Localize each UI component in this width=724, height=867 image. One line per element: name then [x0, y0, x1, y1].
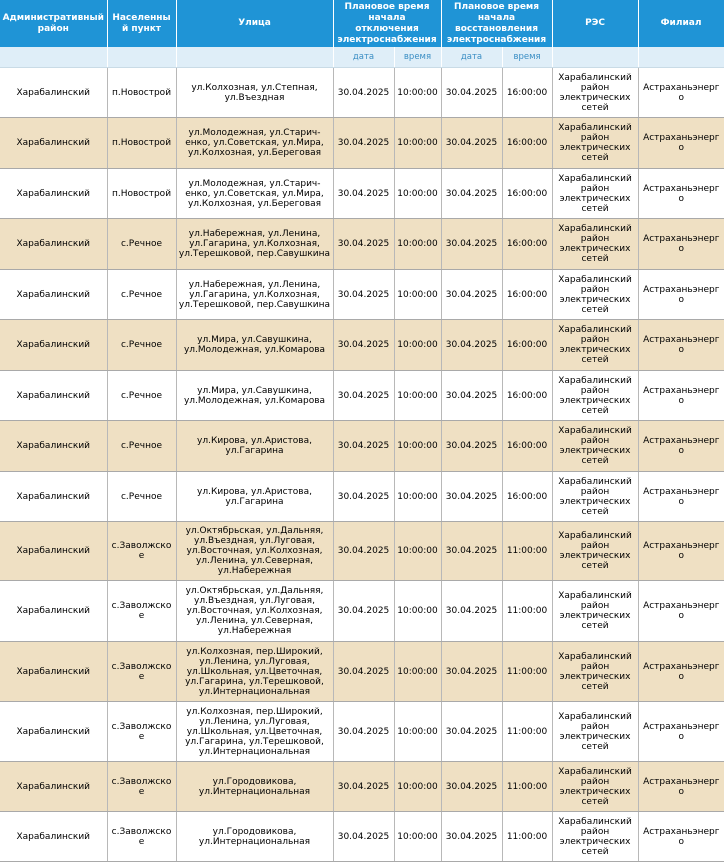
cell-on-time: 11:00:00 [502, 762, 552, 812]
table-row [0, 472, 724, 522]
cell-off-time: 10:00:00 [394, 219, 441, 270]
cell-district: Харабалинский [0, 812, 107, 862]
cell-branch: Астраханьэнерго [638, 371, 724, 421]
table-row [0, 320, 724, 371]
cell-street: ул.Октябрьская, ул.Дальняя, ул.Въездная, ул.Луговая, ул.Восточная, ул.Колхозная, ул.Ленина, ул.Северная, ул.Набережная [176, 581, 333, 642]
cell-res: Харабалинский район электрических сетей [552, 169, 638, 219]
cell-locality: с.Речное [107, 219, 176, 270]
header-street: Улица [176, 0, 333, 47]
cell-on-date: 30.04.2025 [441, 812, 502, 862]
cell-on-time: 11:00:00 [502, 581, 552, 642]
cell-street: ул.Кирова, ул.Аристова, ул.Гагарина [176, 421, 333, 472]
cell-street: ул.Городовикова, ул.Интернациональная [176, 762, 333, 812]
cell-off-date: 30.04.2025 [333, 219, 394, 270]
cell-street: ул.Набережная, ул.Ленина, ул.Гагарина, ул.Колхозная, ул.Терешковой, пер.Савушкина [176, 270, 333, 320]
cell-off-date: 30.04.2025 [333, 371, 394, 421]
cell-off-date: 30.04.2025 [333, 118, 394, 169]
cell-street: ул.Колхозная, ул.Степная, ул.Въездная [176, 68, 333, 118]
header-res: РЭС [552, 0, 638, 47]
cell-off-date: 30.04.2025 [333, 702, 394, 762]
cell-street: ул.Мира, ул.Савушкина, ул.Молодежная, ул.Комарова [176, 320, 333, 371]
cell-district: Харабалинский [0, 702, 107, 762]
header-restore-start: Плановое время начала восстановления электроснабжения [441, 0, 552, 47]
cell-on-date: 30.04.2025 [441, 702, 502, 762]
header-locality: Населенный пункт [107, 0, 176, 47]
cell-on-time: 16:00:00 [502, 371, 552, 421]
cell-off-time: 10:00:00 [394, 320, 441, 371]
cell-district: Харабалинский [0, 270, 107, 320]
cell-on-time: 16:00:00 [502, 320, 552, 371]
cell-locality: п.Новострой [107, 68, 176, 118]
cell-res: Харабалинский район электрических сетей [552, 472, 638, 522]
cell-on-date: 30.04.2025 [441, 169, 502, 219]
cell-locality: с.Заволжское [107, 581, 176, 642]
cell-off-time: 10:00:00 [394, 371, 441, 421]
cell-branch: Астраханьэнерго [638, 812, 724, 862]
cell-branch: Астраханьэнерго [638, 270, 724, 320]
cell-on-date: 30.04.2025 [441, 371, 502, 421]
cell-res: Харабалинский район электрических сетей [552, 581, 638, 642]
cell-off-date: 30.04.2025 [333, 762, 394, 812]
cell-district: Харабалинский [0, 371, 107, 421]
cell-branch: Астраханьэнерго [638, 169, 724, 219]
subheader-on-date: дата [441, 47, 502, 68]
cell-district: Харабалинский [0, 169, 107, 219]
cell-res: Харабалинский район электрических сетей [552, 812, 638, 862]
table-row [0, 642, 724, 702]
cell-district: Харабалинский [0, 762, 107, 812]
cell-res: Харабалинский район электрических сетей [552, 702, 638, 762]
cell-on-time: 11:00:00 [502, 702, 552, 762]
cell-off-time: 10:00:00 [394, 472, 441, 522]
cell-locality: с.Заволжское [107, 642, 176, 702]
cell-on-time: 16:00:00 [502, 118, 552, 169]
cell-res: Харабалинский район электрических сетей [552, 270, 638, 320]
table-row [0, 522, 724, 581]
subheader-off-time: время [394, 47, 441, 68]
cell-branch: Астраханьэнерго [638, 118, 724, 169]
cell-on-date: 30.04.2025 [441, 270, 502, 320]
cell-district: Харабалинский [0, 68, 107, 118]
cell-street: ул.Городовикова, ул.Интернациональная [176, 812, 333, 862]
subheader-blank [107, 47, 176, 68]
cell-district: Харабалинский [0, 581, 107, 642]
table-row [0, 118, 724, 169]
cell-district: Харабалинский [0, 118, 107, 169]
cell-off-time: 10:00:00 [394, 642, 441, 702]
cell-off-date: 30.04.2025 [333, 581, 394, 642]
table-row [0, 581, 724, 642]
cell-off-time: 10:00:00 [394, 118, 441, 169]
cell-locality: с.Заволжское [107, 522, 176, 581]
cell-on-date: 30.04.2025 [441, 642, 502, 702]
cell-off-date: 30.04.2025 [333, 320, 394, 371]
cell-branch: Астраханьэнерго [638, 522, 724, 581]
cell-res: Харабалинский район электрических сетей [552, 320, 638, 371]
header-branch: Филиал [638, 0, 724, 47]
cell-street: ул.Колхозная, пер.Широкий, ул.Ленина, ул.Луговая, ул.Школьная, ул.Цветочная, ул.Гагарина, ул.Терешковой, ул.Интернациональная [176, 642, 333, 702]
cell-off-time: 10:00:00 [394, 702, 441, 762]
cell-off-time: 10:00:00 [394, 762, 441, 812]
cell-street: ул.Набережная, ул.Ленина, ул.Гагарина, ул.Колхозная, ул.Терешковой, пер.Савушкина [176, 219, 333, 270]
cell-locality: с.Заволжское [107, 762, 176, 812]
cell-locality: с.Речное [107, 371, 176, 421]
cell-on-time: 16:00:00 [502, 270, 552, 320]
header-off-start: Плановое время начала отключения электроснабжения [333, 0, 441, 47]
cell-res: Харабалинский район электрических сетей [552, 219, 638, 270]
cell-locality: с.Речное [107, 320, 176, 371]
cell-off-time: 10:00:00 [394, 522, 441, 581]
table-row [0, 812, 724, 862]
cell-locality: с.Речное [107, 270, 176, 320]
table-row [0, 421, 724, 472]
cell-on-date: 30.04.2025 [441, 68, 502, 118]
cell-off-date: 30.04.2025 [333, 270, 394, 320]
cell-on-time: 16:00:00 [502, 169, 552, 219]
table-row [0, 762, 724, 812]
cell-branch: Астраханьэнерго [638, 762, 724, 812]
cell-on-time: 16:00:00 [502, 219, 552, 270]
cell-on-time: 11:00:00 [502, 522, 552, 581]
cell-off-date: 30.04.2025 [333, 421, 394, 472]
cell-off-time: 10:00:00 [394, 169, 441, 219]
cell-off-time: 10:00:00 [394, 68, 441, 118]
header-district: Административный район [0, 0, 107, 47]
cell-off-time: 10:00:00 [394, 581, 441, 642]
table-body [0, 68, 724, 862]
cell-res: Харабалинский район электрических сетей [552, 118, 638, 169]
cell-district: Харабалинский [0, 320, 107, 371]
cell-on-date: 30.04.2025 [441, 472, 502, 522]
cell-locality: п.Новострой [107, 118, 176, 169]
cell-locality: с.Речное [107, 472, 176, 522]
cell-district: Харабалинский [0, 522, 107, 581]
cell-branch: Астраханьэнерго [638, 219, 724, 270]
cell-branch: Астраханьэнерго [638, 68, 724, 118]
cell-on-date: 30.04.2025 [441, 118, 502, 169]
cell-on-date: 30.04.2025 [441, 421, 502, 472]
cell-off-time: 10:00:00 [394, 812, 441, 862]
cell-street: ул.Колхозная, пер.Широкий, ул.Ленина, ул.Луговая, ул.Школьная, ул.Цветочная, ул.Гагарина, ул.Терешковой, ул.Интернациональная [176, 702, 333, 762]
cell-on-time: 11:00:00 [502, 642, 552, 702]
cell-street: ул.Молодежная, ул.Стариченко, ул.Советская, ул.Мира, ул.Колхозная, ул.Береговая [176, 118, 333, 169]
table-row [0, 68, 724, 118]
cell-res: Харабалинский район электрических сетей [552, 68, 638, 118]
cell-district: Харабалинский [0, 472, 107, 522]
cell-locality: п.Новострой [107, 169, 176, 219]
subheader-blank [638, 47, 724, 68]
cell-district: Харабалинский [0, 421, 107, 472]
cell-off-date: 30.04.2025 [333, 472, 394, 522]
cell-res: Харабалинский район электрических сетей [552, 642, 638, 702]
cell-on-date: 30.04.2025 [441, 762, 502, 812]
cell-branch: Астраханьэнерго [638, 421, 724, 472]
table-row [0, 169, 724, 219]
cell-branch: Астраханьэнерго [638, 642, 724, 702]
cell-locality: с.Заволжское [107, 812, 176, 862]
subheader-off-date: дата [333, 47, 394, 68]
cell-locality: с.Речное [107, 421, 176, 472]
cell-branch: Астраханьэнерго [638, 472, 724, 522]
cell-district: Харабалинский [0, 219, 107, 270]
cell-off-date: 30.04.2025 [333, 642, 394, 702]
cell-res: Харабалинский район электрических сетей [552, 371, 638, 421]
cell-on-time: 16:00:00 [502, 68, 552, 118]
cell-district: Харабалинский [0, 642, 107, 702]
cell-res: Харабалинский район электрических сетей [552, 762, 638, 812]
cell-street: ул.Молодежная, ул.Стариченко, ул.Советская, ул.Мира, ул.Колхозная, ул.Береговая [176, 169, 333, 219]
cell-branch: Астраханьэнерго [638, 702, 724, 762]
cell-on-time: 16:00:00 [502, 472, 552, 522]
cell-on-date: 30.04.2025 [441, 320, 502, 371]
table-row [0, 702, 724, 762]
cell-off-date: 30.04.2025 [333, 169, 394, 219]
cell-res: Харабалинский район электрических сетей [552, 522, 638, 581]
subheader-blank [0, 47, 107, 68]
table-row [0, 219, 724, 270]
cell-on-time: 16:00:00 [502, 421, 552, 472]
table-row [0, 371, 724, 421]
cell-branch: Астраханьэнерго [638, 320, 724, 371]
subheader-on-time: время [502, 47, 552, 68]
cell-street: ул.Кирова, ул.Аристова, ул.Гагарина [176, 472, 333, 522]
subheader-blank [176, 47, 333, 68]
cell-off-time: 10:00:00 [394, 421, 441, 472]
cell-street: ул.Октябрьская, ул.Дальняя, ул.Въездная, ул.Луговая, ул.Восточная, ул.Колхозная, ул.Ленина, ул.Северная, ул.Набережная [176, 522, 333, 581]
cell-res: Харабалинский район электрических сетей [552, 421, 638, 472]
cell-off-date: 30.04.2025 [333, 522, 394, 581]
cell-off-time: 10:00:00 [394, 270, 441, 320]
table-row [0, 270, 724, 320]
cell-on-date: 30.04.2025 [441, 522, 502, 581]
cell-street: ул.Мира, ул.Савушкина, ул.Молодежная, ул.Комарова [176, 371, 333, 421]
subheader-blank [552, 47, 638, 68]
cell-off-date: 30.04.2025 [333, 68, 394, 118]
cell-on-date: 30.04.2025 [441, 219, 502, 270]
cell-locality: с.Заволжское [107, 702, 176, 762]
cell-on-date: 30.04.2025 [441, 581, 502, 642]
cell-off-date: 30.04.2025 [333, 812, 394, 862]
cell-on-time: 11:00:00 [502, 812, 552, 862]
cell-branch: Астраханьэнерго [638, 581, 724, 642]
